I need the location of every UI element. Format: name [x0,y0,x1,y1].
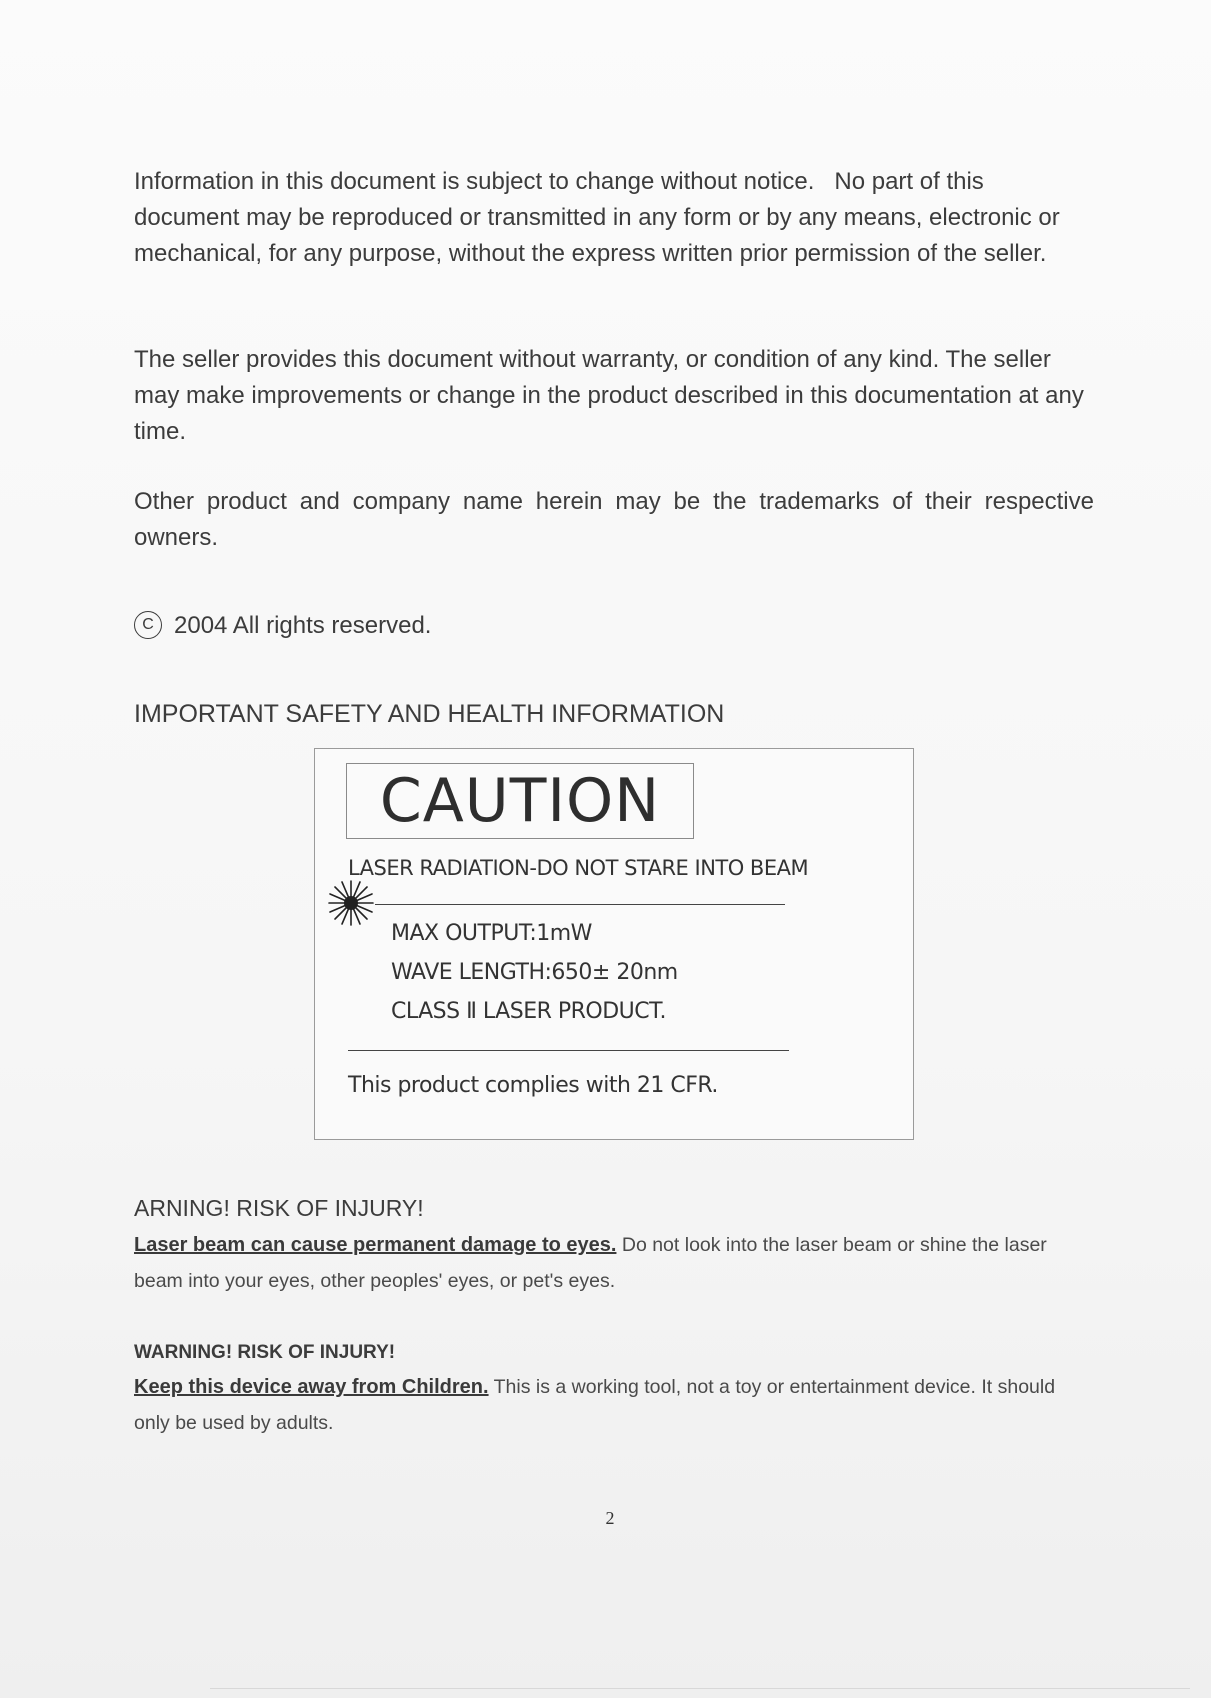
caution-label [314,748,914,1140]
notice-paragraph: Information in this document is subject to change without notice. No part of this document may be reproduced or transmitted in any form or by any means, electronic or mechanical, for any purpose, without the express written prior permission of the seller. [134,168,1060,267]
scan-edge-line [210,1688,1190,1689]
spec-max-output: MAX OUTPUT:1mW [391,921,592,946]
laser-starburst-icon [327,879,375,927]
laser-warning-text: LASER RADIATION-DO NOT STARE INTO BEAM [348,856,809,880]
eye-injury-warning-heading: ARNING! RISK OF INJURY! [134,1195,424,1221]
compliance-text: This product complies with 21 CFR. [348,1073,718,1098]
warranty-paragraph: The seller provides this document without warranty, or condition of any kind. The seller may make improvements or change in the product described in this documentation at any time. [134,346,1084,445]
eye-injury-warning-body: Do not look into the laser beam or shine the laser beam into your eyes, other peoples' eyes, or pet's eyes. [134,1234,1047,1292]
copyright-icon: C [134,611,162,639]
copyright-text: 2004 All rights reserved. [174,612,432,639]
children-warning-text [134,1369,1094,1441]
caution-title: CAUTION [346,763,694,839]
spec-laser-class: CLASS Ⅱ LASER PRODUCT. [391,999,666,1024]
children-warning-body: This is a working tool, not a toy or entertainment device. It should only be used by adults. [134,1376,1056,1434]
eye-injury-warning-lead: Laser beam can cause permanent damage to eyes. [134,1234,617,1256]
children-warning-heading: WARNING! RISK OF INJURY! [134,1342,396,1363]
caution-divider-bottom [348,1050,789,1051]
children-warning-lead: Keep this device away from Children. [134,1376,489,1398]
eye-injury-warning-text [134,1227,1094,1299]
page-number: 2 [605,1508,615,1528]
copyright-line [134,608,431,644]
safety-section-title: IMPORTANT SAFETY AND HEALTH INFORMATION [134,700,725,728]
spec-wave-length: WAVE LENGTH:650± 20nm [391,960,678,985]
trademarks-paragraph: Other product and company name herein may be the trademarks of their respective owners. [134,488,1094,551]
caution-divider-top [375,904,785,905]
